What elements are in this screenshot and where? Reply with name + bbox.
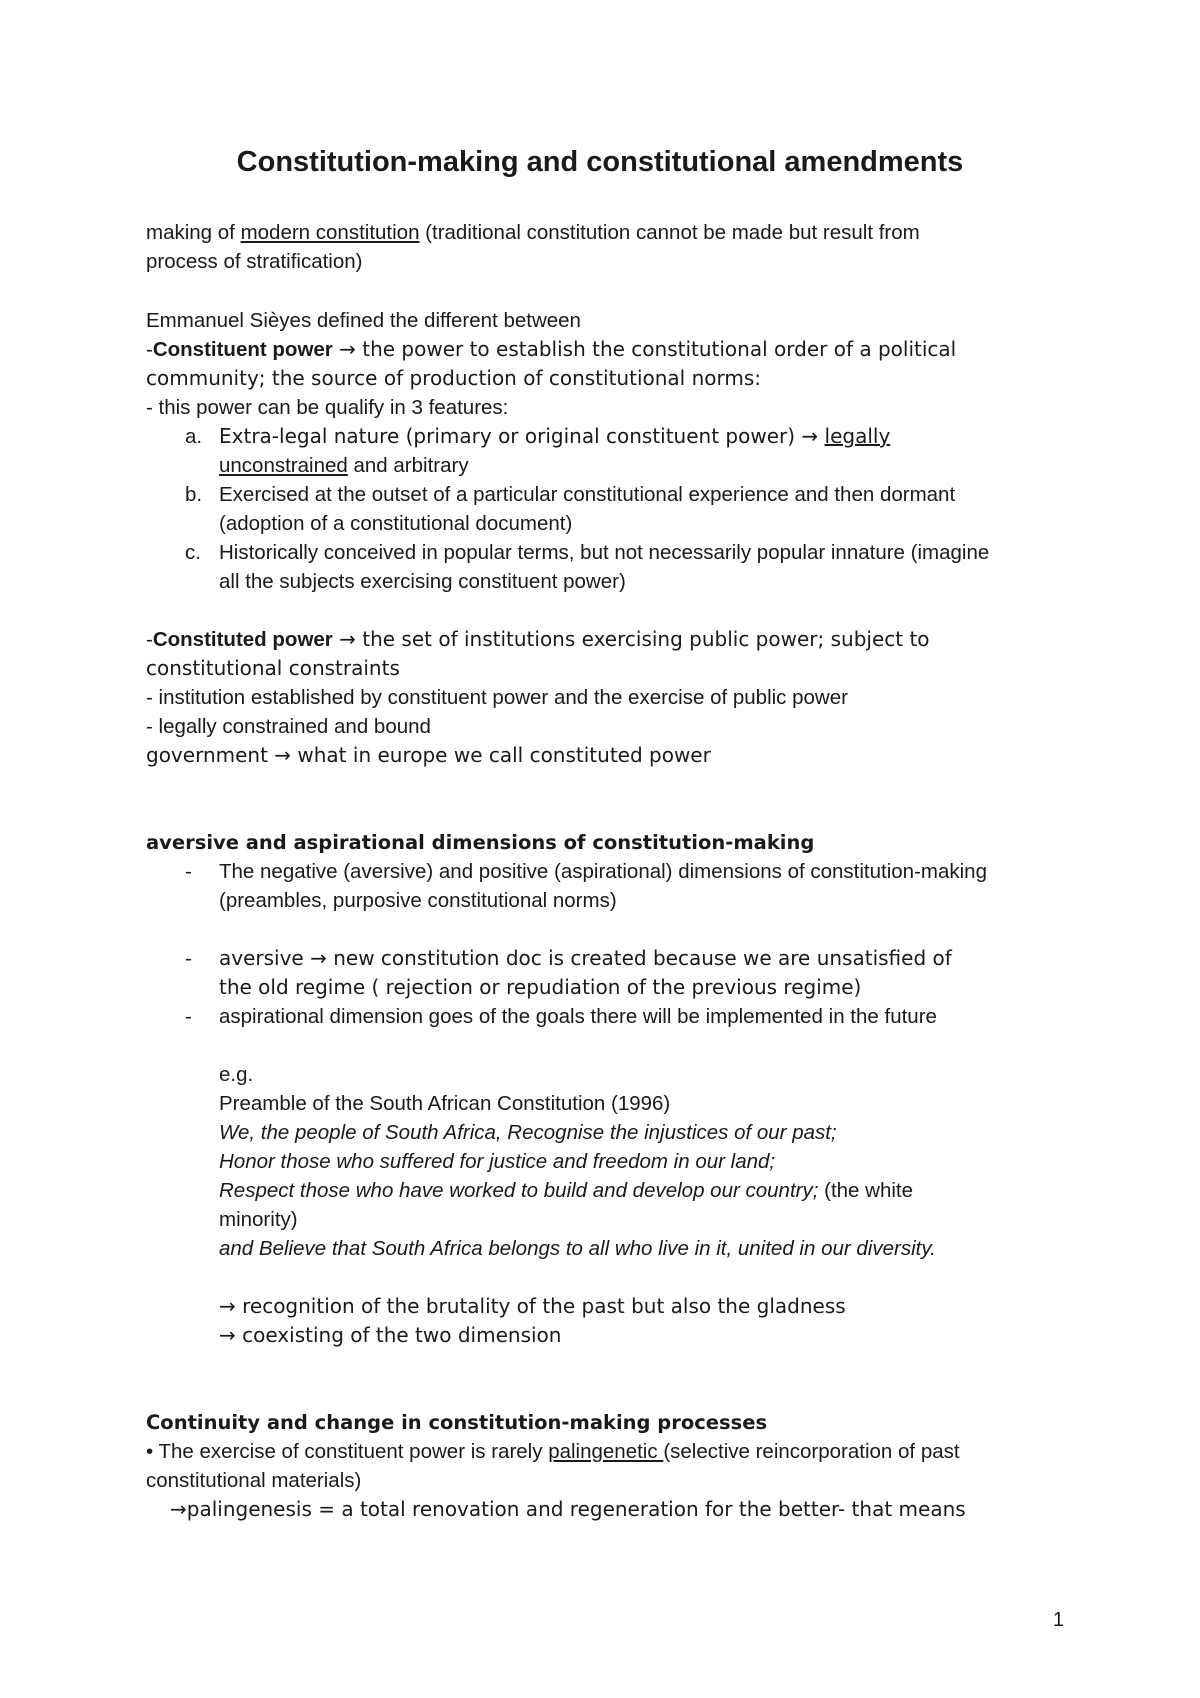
feature-b-line-1: Exercised at the outset of a particular constitutional experience and then dormant (219, 483, 956, 506)
aversive-item-2-line-1: aversive → new constitution doc is created because we are unsatisfied of (219, 946, 952, 970)
constituted-bullet-2: - legally constrained and bound (146, 715, 431, 738)
palingenesis-line: →palingenesis = a total renovation and regeneration for the better- that means (170, 1497, 966, 1521)
preamble-note-cont: minority) (219, 1208, 298, 1231)
preamble-quote-1: We, the people of South Africa, Recognise the injustices of our past; (219, 1121, 837, 1144)
dash: - (146, 338, 153, 361)
continuity-line-1 (146, 1437, 960, 1466)
coexisting-line: → coexisting of the two dimension (219, 1323, 562, 1347)
aversive-item-1-line-2: (preambles, purposive constitutional norms) (219, 889, 617, 912)
aversive-item-3-line-1: aspirational dimension goes of the goals there will be implemented in the future (219, 1005, 937, 1028)
sieyes-line: Emmanuel Sièyes defined the different between (146, 309, 581, 332)
dash-marker-3: - (185, 1005, 192, 1028)
feature-c-line-2: all the subjects exercising constituent power) (219, 570, 626, 593)
preamble-quote-3-text: Respect those who have worked to build and develop our country; (219, 1179, 819, 1202)
feature-a-line-1 (219, 422, 890, 451)
aversive-heading: aversive and aspirational dimensions of constitution-making (146, 831, 815, 854)
qualify-line: - this power can be qualify in 3 features: (146, 396, 509, 419)
dash: - (146, 628, 153, 651)
palingenetic-underlined: palingenetic (548, 1440, 664, 1463)
constituent-power-line-2: community; the source of production of constitutional norms: (146, 366, 761, 390)
feature-a-text-cont: and arbitrary (347, 454, 469, 477)
feature-c-line-1: Historically conceived in popular terms, but not necessarily popular innature (imagine (219, 541, 990, 564)
intro-text: making of (146, 221, 241, 244)
government-line: government → what in europe we call constituted power (146, 743, 711, 767)
continuity-text: • The exercise of constituent power is rarely (146, 1440, 549, 1463)
continuity-text-cont: (selective reincorporation of past (663, 1440, 960, 1463)
preamble-title: Preamble of the South African Constitution (1996) (219, 1092, 671, 1115)
constituent-power-line-1 (146, 335, 956, 364)
preamble-note: (the white (818, 1179, 914, 1202)
aversive-item-1-line-1: The negative (aversive) and positive (aspirational) dimensions of constitution-making (219, 860, 987, 883)
feature-a-line-2 (219, 451, 469, 480)
preamble-quote-2: Honor those who suffered for justice and freedom in our land; (219, 1150, 776, 1173)
feature-b-line-2: (adoption of a constitutional document) (219, 512, 573, 535)
list-marker-a: a. (185, 425, 203, 448)
constituted-power-line-2: constitutional constraints (146, 656, 400, 680)
document-title: Constitution-making and constitutional amendments (236, 146, 964, 178)
preamble-quote-5: and Believe that South Africa belongs to all who live in it, united in our diversity. (219, 1237, 936, 1260)
constituent-power-definition: → the power to establish the constitutional order of a political (332, 337, 957, 361)
list-marker-c: c. (185, 541, 201, 564)
continuity-line-2: constitutional materials) (146, 1469, 362, 1492)
preamble-quote-3 (219, 1176, 913, 1205)
constituted-power-term: Constituted power (152, 628, 333, 651)
intro-line-1 (146, 218, 920, 247)
feature-a-text: Extra-legal nature (primary or original constituent power) → (219, 424, 825, 448)
modern-constitution-link-text: modern constitution (240, 221, 420, 244)
dash-marker-1: - (185, 860, 192, 883)
recognition-line: → recognition of the brutality of the past but also the gladness (219, 1294, 846, 1318)
aversive-item-2-line-2: the old regime ( rejection or repudiation of the previous regime) (219, 975, 862, 999)
constituted-bullet-1: - institution established by constituent power and the exercise of public power (146, 686, 848, 709)
list-marker-b: b. (185, 483, 203, 506)
legally-underlined: legally (824, 424, 891, 448)
intro-line-2: process of stratification) (146, 250, 363, 273)
dash-marker-2: - (185, 947, 192, 970)
constituent-power-term: Constituent power (152, 338, 333, 361)
page-number: 1 (1052, 1609, 1064, 1631)
unconstrained-underlined: unconstrained (219, 454, 348, 477)
intro-text-cont: (traditional constitution cannot be made but result from (419, 221, 920, 244)
constituted-power-definition: → the set of institutions exercising public power; subject to (332, 627, 930, 651)
constituted-power-line-1 (146, 625, 930, 654)
continuity-heading: Continuity and change in constitution-making processes (146, 1411, 768, 1434)
eg-line: e.g. (219, 1063, 254, 1086)
